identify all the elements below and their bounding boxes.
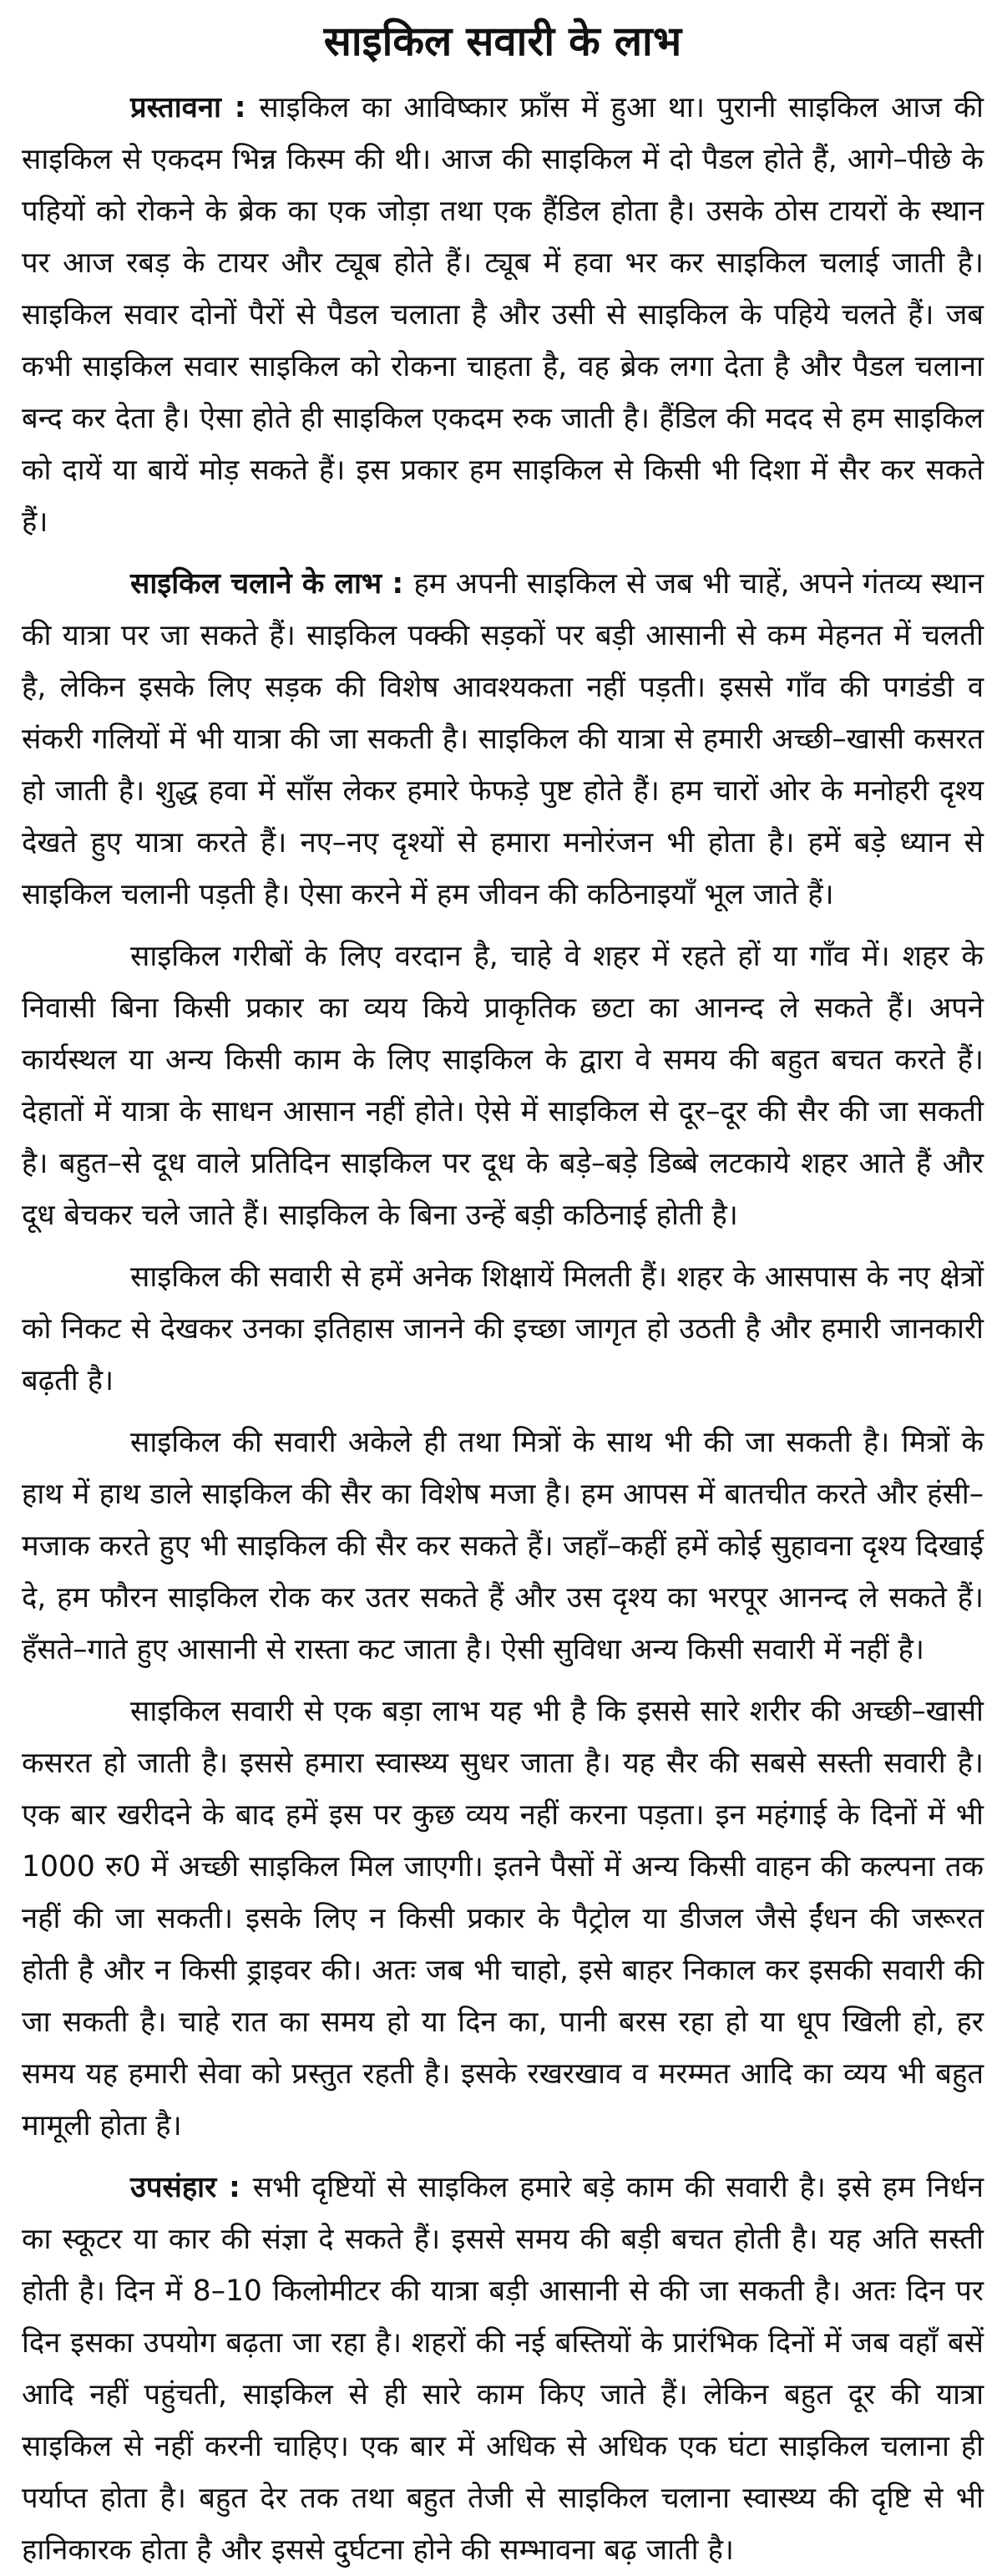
paragraph-text: साइकिल गरीबों के लिए वरदान है, चाहे वे शहर में रहते हों या गाँव में। शहर के निवासी बिना किसी प्रकार का व्यय किये प्राकृतिक छटा का आनन्द ले सकते हैं। अपने कार्यस्थल या अन्य किसी काम के लिए साइकिल के द्वारा वे समय की बहुत बचत करते हैं। देहातों में यात्रा के साधन आसान नहीं होते। ऐसे में साइकिल से दूर–दूर की सैर की जा सकती है। बहुत–से दूध वाले प्रतिदिन साइकिल पर दूध के बड़े–बड़े डिब्बे लटकाये शहर आते हैं और दूध बेचकर चले जाते हैं। साइकिल के बिना उन्हें बड़ी कठिनाई होती है।	[22, 940, 984, 1233]
paragraph-text: हम अपनी साइकिल से जब भी चाहें, अपने गंतव्य स्थान की यात्रा पर जा सकते हैं। साइकिल पक्की सड़कों पर बड़ी आसानी से कम मेहनत में चलती है, लेकिन इसके लिए सड़क की विशेष आवश्यकता नहीं पड़ती। इससे गाँव की पगडंडी व संकरी गलियों में भी यात्रा की जा सकती है। साइकिल की यात्रा से हमारी अच्छी–खासी कसरत हो जाती है। शुद्ध हवा में साँस लेकर हमारे फेफड़े पुष्ट होते हैं। हम चारों ओर के मनोहरी दृश्य देखते हुए यात्रा करते हैं। नए–नए दृश्यों से हमारा मनोरंजन भी होता है। हमें बड़े ध्यान से साइकिल चलानी पड़ती है। ऐसा करने में हम जीवन की कठिनाइयाँ भूल जाते हैं।	[22, 567, 984, 912]
paragraph-exercise	[22, 1686, 984, 2152]
heading-conclusion: उपसंहार :	[130, 2171, 253, 2205]
paragraph-poor	[22, 931, 984, 1241]
paragraph-conclusion	[22, 2162, 984, 2576]
paragraph-learning	[22, 1251, 984, 1407]
paragraph-friends	[22, 1417, 984, 1676]
paragraph-text: साइकिल की सवारी से हमें अनेक शिक्षायें मिलती हैं। शहर के आसपास के नए क्षेत्रों को निकट से देखकर उनका इतिहास जानने की इच्छा जागृत हो उठती है और हमारी जानकारी बढ़ती है।	[22, 1260, 984, 1398]
heading-introduction: प्रस्तावना :	[130, 91, 260, 125]
paragraph-text: साइकिल सवारी से एक बड़ा लाभ यह भी है कि इससे सारे शरीर की अच्छी–खासी कसरत हो जाती है। इससे हमारा स्वास्थ्य सुधर जाता है। यह सैर की सबसे सस्ती सवारी है। एक बार खरीदने के बाद हमें इस पर कुछ व्यय नहीं करना पड़ता। इन महंगाई के दिनों में भी 1000 रु0 में अच्छी साइकिल मिल जाएगी। इतने पैसों में अन्य किसी वाहन की कल्पना तक नहीं की जा सकती। इसके लिए न किसी प्रकार के पैट्रोल या डीजल जैसे ईंधन की जरूरत होती है और न किसी ड्राइवर की। अतः जब भी चाहो, इसे बाहर निकाल कर इसकी सवारी की जा सकती है। चाहे रात का समय हो या दिन का, पानी बरस रहा हो या धूप खिली हो, हर समय यह हमारी सेवा को प्रस्तुत रहती है। इसके रखरखाव व मरम्मत आदि का व्यय भी बहुत मामूली होता है।	[22, 1695, 984, 2143]
paragraph-text: साइकिल की सवारी अकेले ही तथा मित्रों के साथ भी की जा सकती है। मित्रों के हाथ में हाथ डाले साइकिल की सैर का विशेष मजा है। हम आपस में बातचीत करते और हंसी–मजाक करते हुए भी साइकिल की सैर कर सकते हैं। जहाँ–कहीं हमें कोई सुहावना दृश्य दिखाई दे, हम फौरन साइकिल रोक कर उतर सकते हैं और उस दृश्य का भरपूर आनन्द ले सकते हैं। हँसते–गाते हुए आसानी से रास्ता कट जाता है। ऐसी सुविधा अन्य किसी सवारी में नहीं है।	[22, 1426, 984, 1667]
paragraph-text: सभी दृष्टियों से साइकिल हमारे बड़े काम की सवारी है। इसे हम निर्धन का स्कूटर या कार की संज्ञा दे सकते हैं। इससे समय की बड़ी बचत होती है। यह अति सस्ती होती है। दिन में 8–10 किलोमीटर की यात्रा बड़ी आसानी से की जा सकती है। अतः दिन पर दिन इसका उपयोग बढ़ता जा रहा है। शहरों की नई बस्तियों के प्रारंभिक दिनों में जब वहाँ बसें आदि नहीं पहुंचती, साइकिल से ही सारे काम किए जाते हैं। लेकिन बहुत दूर की यात्रा साइकिल से नहीं करनी चाहिए। एक बार में अधिक से अधिक एक घंटा साइकिल चलाना ही पर्याप्त होता है। बहुत देर तक तथा बहुत तेजी से साइकिल चलाना स्वास्थ्य की दृष्टि से भी हानिकारक होता है और इससे दुर्घटना होने की सम्भावना बढ़ जाती है।	[22, 2171, 984, 2568]
paragraph-introduction	[22, 82, 984, 548]
essay-title: साइकिल सवारी के लाभ	[323, 18, 682, 65]
paragraph-text: साइकिल का आविष्कार फ्राँस में हुआ था। पुरानी साइकिल आज की साइकिल से एकदम भिन्न किस्म की थी। आज की साइकिल में दो पैडल होते हैं, आगे–पीछे के पहियों को रोकने के ब्रेक का एक जोड़ा तथा एक हैंडिल होता है। उसके ठोस टायरों के स्थान पर आज रबड़ के टायर और ट्यूब होते हैं। ट्यूब में हवा भर कर साइकिल चलाई जाती है। साइकिल सवार दोनों पैरों से पैडल चलाता है और उसी से साइकिल के पहिये चलते हैं। जब कभी साइकिल सवार साइकिल को रोकना चाहता है, वह ब्रेक लगा देता है और पैडल चलाना बन्द कर देता है। ऐसा होते ही साइकिल एकदम रुक जाती है। हैंडिल की मदद से हम साइकिल को दायें या बायें मोड़ सकते हैं। इस प्रकार हम साइकिल से किसी भी दिशा में सैर कर सकते हैं।	[22, 91, 984, 540]
heading-benefits: साइकिल चलाने के लाभ :	[130, 567, 414, 601]
paragraph-benefits	[22, 558, 984, 920]
